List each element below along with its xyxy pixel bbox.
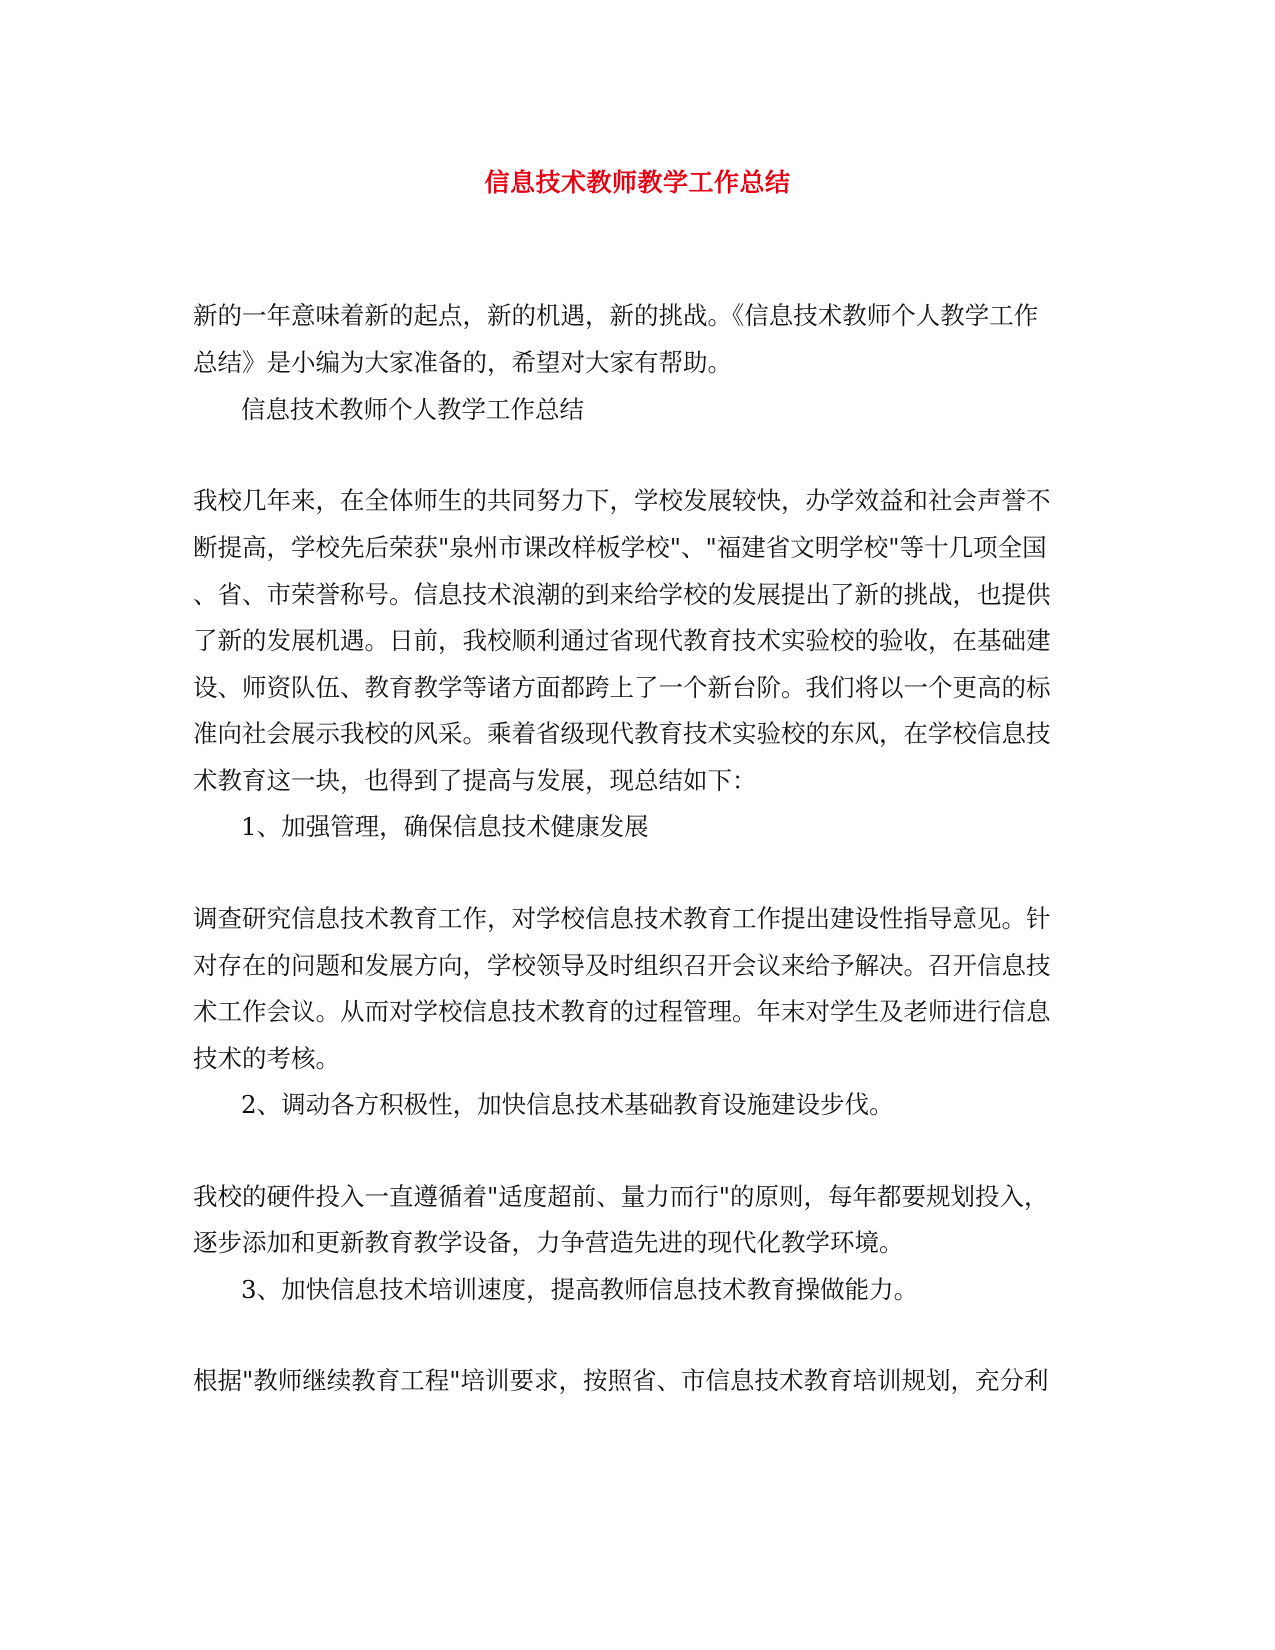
- paragraph-line: 根据"教师继续教育工程"培训要求，按照省、市信息技术教育培训规划，充分利: [193, 1366, 1049, 1395]
- document-subtitle: 信息技术教师个人教学工作总结: [241, 395, 584, 424]
- paragraph-line: 、省、市荣誉称号。信息技术浪潮的到来给学校的发展提出了新的挑战，也提供: [193, 580, 1051, 609]
- intro-line: 总结》是小编为大家准备的，希望对大家有帮助。: [193, 348, 732, 377]
- section-heading: 2、调动各方积极性，加快信息技术基础教育设施建设步伐。: [241, 1090, 894, 1119]
- paragraph-line: 对存在的问题和发展方向，学校领导及时组织召开会议来给予解决。召开信息技: [193, 951, 1051, 980]
- section-heading: 3、加快信息技术培训速度，提高教师信息技术教育操做能力。: [241, 1275, 919, 1304]
- paragraph-line: 技术的考核。: [193, 1044, 340, 1073]
- paragraph-line: 准向社会展示我校的风采。乘着省级现代教育技术实验校的东风，在学校信息技: [193, 719, 1051, 748]
- paragraph-line: 调查研究信息技术教育工作，对学校信息技术教育工作提出建设性指导意见。针: [193, 904, 1051, 933]
- paragraph-line: 术工作会议。从而对学校信息技术教育的过程管理。年末对学生及老师进行信息: [193, 997, 1051, 1026]
- paragraph-line: 我校的硬件投入一直遵循着"适度超前、量力而行"的原则，每年都要规划投入，: [193, 1182, 1049, 1211]
- paragraph-line: 术教育这一块，也得到了提高与发展，现总结如下：: [193, 766, 757, 795]
- document-title: 信息技术教师教学工作总结: [484, 168, 791, 197]
- section-heading: 1、加强管理，确保信息技术健康发展: [241, 812, 649, 841]
- paragraph-line: 设、师资队伍、教育教学等诸方面都跨上了一个新台阶。我们将以一个更高的标: [193, 673, 1051, 702]
- paragraph-line: 断提高，学校先后荣获"泉州市课改样板学校"、"福建省文明学校"等十几项全国: [193, 533, 1047, 562]
- paragraph-line: 逐步添加和更新教育教学设备，力争营造先进的现代化教学环境。: [193, 1228, 904, 1257]
- intro-line: 新的一年意味着新的起点，新的机遇，新的挑战。《信息技术教师个人教学工作: [193, 301, 1039, 330]
- paragraph-line: 我校几年来，在全体师生的共同努力下，学校发展较快，办学效益和社会声誉不: [193, 486, 1051, 515]
- paragraph-line: 了新的发展机遇。日前，我校顺利通过省现代教育技术实验校的验收，在基础建: [193, 626, 1051, 655]
